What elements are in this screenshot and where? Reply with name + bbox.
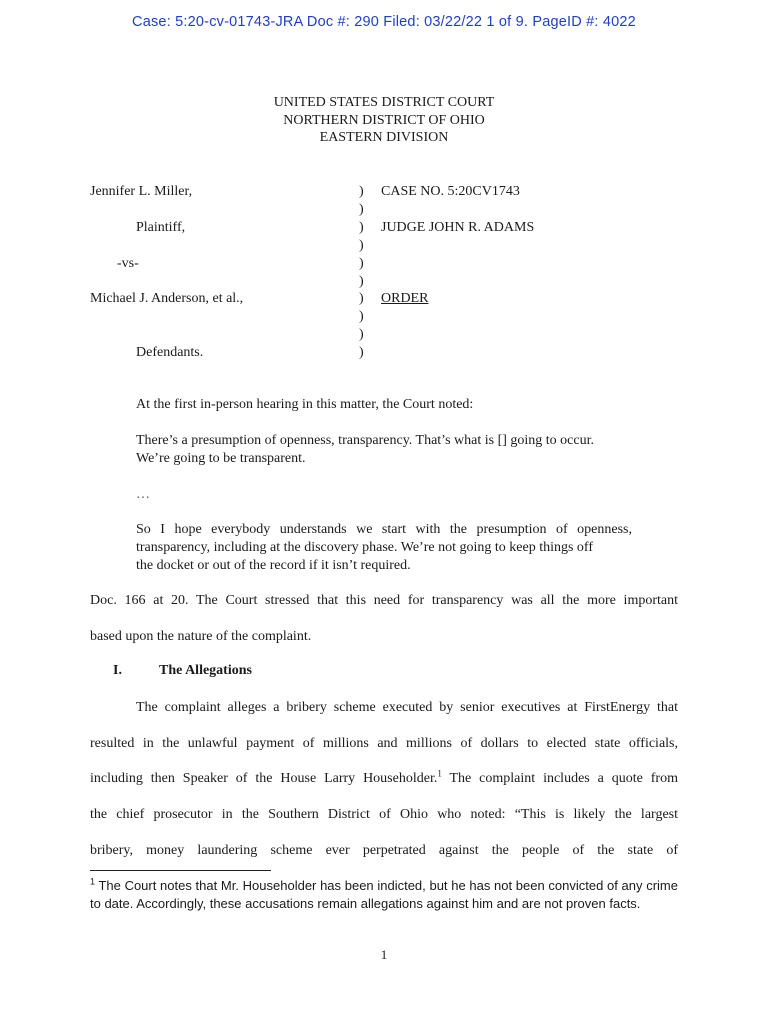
allegations-text: The complaint includes a quote from [441,771,678,786]
judge-name: JUDGE JOHN R. ADAMS [381,220,535,235]
caption-paren: ) [359,220,364,235]
allegations-line [90,768,678,787]
footnote-reference[interactable]: 1 [437,768,442,779]
caption-paren: ) [359,274,364,289]
caption-paren: ) [359,184,364,199]
document-type: ORDER [381,291,429,306]
plaintiff-name: Jennifer L. Miller, [90,184,193,199]
defendant-role: Defendants. [136,345,204,360]
allegations-line: bribery, money laundering scheme ever perpetrated against the people of the state of [90,843,678,858]
allegations-line: The complaint alleges a bribery scheme executed by senior executives at FirstEnergy that [136,700,678,715]
footnote [90,877,678,912]
quote-line: So I hope everybody understands we start with the presumption of openness, [136,522,632,537]
versus-label: -vs- [117,256,139,271]
citation-line: Doc. 166 at 20. The Court stressed that this need for transparency was all the more important [90,593,678,608]
caption-paren: ) [359,309,364,324]
court-heading [0,94,768,147]
caption-paren: ) [359,291,364,306]
defendant-name: Michael J. Anderson, et al., [90,291,244,306]
footnote-marker: 1 [90,876,96,887]
intro-paragraph: At the first in-person hearing in this matter, the Court noted: [136,397,474,412]
section-number: I. [113,663,122,678]
citation-line: based upon the nature of the complaint. [90,629,312,644]
court-district: NORTHERN DISTRICT OF OHIO [283,112,485,128]
quote-line: There’s a presumption of openness, transparency. That’s what is [] going to occur. [136,433,594,448]
allegations-line: resulted in the unlawful payment of millions and millions of dollars to elected state officials, [90,736,678,751]
caption-paren: ) [359,202,364,217]
caption-paren: ) [359,238,364,253]
court-name: UNITED STATES DISTRICT COURT [273,95,495,110]
caption-paren: ) [359,256,364,271]
caption-paren: ) [359,327,364,342]
page-number: 1 [380,947,388,962]
plaintiff-role: Plaintiff, [136,220,186,235]
footnote-divider [90,870,271,871]
court-division: EASTERN DIVISION [319,130,449,145]
block-quote-2 [136,521,632,575]
section-title: The Allegations [159,663,252,678]
ellipsis: … [136,487,150,502]
quote-line: transparency, including at the discovery phase. We’re not going to keep things off [136,540,593,555]
allegations-line: the chief prosecutor in the Southern District of Ohio who noted: “This is likely the largest [90,807,678,822]
quote-line: the docket or out of the record if it isn’t required. [136,558,411,573]
block-quote-1 [136,432,632,468]
case-number: CASE NO. 5:20CV1743 [381,184,520,199]
allegations-text: including then Speaker of the House Larry Householder. [90,771,438,786]
caption-paren: ) [359,345,364,360]
quote-line: We’re going to be transparent. [136,451,306,466]
footnote-text: The Court notes that Mr. Householder has been indicted, but he has not been convicted of any crime to date. Accordingly, these accusations remain allegations against him and are not proven facts. [90,878,678,911]
case-header-stamp: Case: 5:20-cv-01743-JRA Doc #: 290 Filed: 03/22/22 1 of 9. PageID #: 4022 [132,14,636,30]
